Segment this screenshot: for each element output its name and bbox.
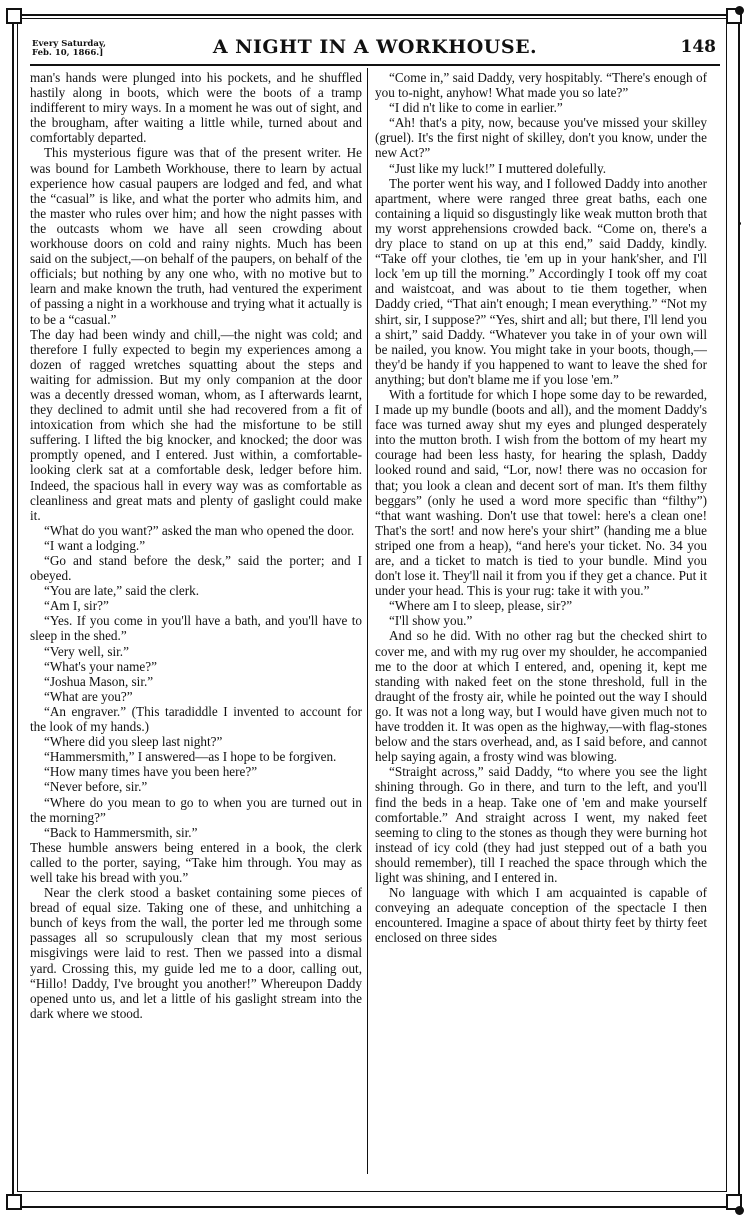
paragraph: “Where did you sleep last night?” — [44, 734, 223, 750]
paragraph: The porter went his way, and I followed Daddy into another apartment, where were ranged three great baths, each one containing a liquid so disgustingly like weak mutton broth that my worst apprehensions crowded back. “Come on, there's a dry place to stand on up at this end,” said Daddy, kindly. “Take off your clothes, tie 'em up in your hank'sher, and I'll lock 'em up till the morning.” Accordingly I took off my coat and waistcoat, and was about to tie them together, when Daddy cried, “That ain't enough; I mean everything.” “Not my shirt, sir, I suppose?” “Yes, shirt and all; but there, I'll lend you a shirt,” said Daddy. “Whatever you take in of your own will be nailed, you know. You might take in your boots, though,—they'd be handy if you happened to want to leave the shed for anything; but don't blame me if you lose 'em.” — [375, 175, 707, 387]
paragraph: “What do you want?” asked the man who opened the door. — [44, 522, 355, 538]
date-line-1: Every Saturday, — [32, 39, 106, 49]
paragraph: “Never before, sir.” — [44, 779, 148, 795]
paragraph: “What are you?” — [44, 688, 133, 704]
scan-speck — [738, 222, 741, 225]
paragraph: “I want a lodging.” — [44, 537, 146, 553]
paragraph: Near the clerk stood a basket containing some pieces of bread of equal size. Taking one of these, and unhitching a bunch of keys from the wall, the porter led me through some passages all so scrupulously clean that my most serious misgivings were laid to rest. Then we passed into a dismal yard. Crossing this, my guide led me to a door, calling out, “Hillo! Daddy, I've brought you another!” Whereupon Daddy opened unto us, and let a little of his gaslight stream into the dark where we stood. — [30, 885, 362, 1021]
paragraph: And so he did. With no other rag but the checked shirt to cover me, and with my rug over my shoulder, he accompanied me to the door at which I entered, and, opening it, kept me standing with naked feet on the stone threshold, full in the draught of the frosty air, while he pointed out the way I should go. It was not a long way, but I would have given much not to have trodden it. It was open as the highway,—with flag-stones below and the stars overhead, and, as I said before, and cannot help saying again, a frosty wind was blowing. — [375, 628, 707, 765]
page-header — [30, 34, 720, 66]
paragraph: “An engraver.” (This taradiddle I invented to account for the look of my hands.) — [30, 703, 362, 735]
column-divider — [367, 68, 368, 1174]
paragraph: “Where am I to sleep, please, sir?” — [389, 598, 573, 614]
paragraph: “Back to Hammersmith, sir.” — [44, 824, 198, 840]
paragraph: man's hands were plunged into his pockets, and he shuffled hastily along in boots, which were the boots of a tramp indifferent to miry ways. In a moment he was out of sight, and the brougham, after waiting a little while, turned about and comfortably departed. — [30, 70, 362, 146]
corner-ornament-top-left — [6, 8, 22, 24]
paragraph: “You are late,” said the clerk. — [44, 583, 200, 599]
paragraph: “Am I, sir?” — [44, 598, 109, 614]
paragraph: This mysterious figure was that of the present writer. He was bound for Lambeth Workhouse, there to learn by actual experience how casual paupers are lodged and fed, and what the “casual” is like, and what the porter who admits him, and the master who rules over him; and how the night passes with the outcasts whom we have all seen crowding about workhouse doors on cold and rainy nights. Much has been said on the subject,—on behalf of the paupers, on behalf of the officials; but nothing by any one who, with no motive but to learn and make known the truth, had ventured the experiment of passing a night in a workhouse and trying what it actually is to be a “casual.” — [30, 145, 362, 327]
paragraph: “Ah! that's a pity, now, because you've missed your skilley (gruel). It's the first night of skilley, don't you know, under the new Act?” — [375, 115, 707, 161]
date-line-2: Feb. 10, 1866.] — [32, 48, 104, 58]
paragraph: “Just like my luck!” I muttered dolefully. — [389, 160, 607, 176]
paragraph: “What's your name?” — [44, 658, 157, 674]
paragraph: The day had been windy and chill,—the night was cold; and therefore I fully expected to begin my experiences among a dozen of ragged wretches squatting about the steps and waiting for admission. But my only companion at the door was a decently dressed woman, whom, as I afterwards learnt, they declined to admit until she had recovered from a fit of intoxication from which she had the misfortune to be still suffering. I lifted the big knocker, and knocked; the door was promptly opened, and I entered. Just within, a comfortable-looking clerk sat at a comfortable desk, ledger before him. Indeed, the spacious hall in every way was as comfortable as cleanliness and great mats and plenty of gaslight could make it. — [30, 326, 362, 523]
paragraph: “Go and stand before the desk,” said the porter; and I obeyed. — [30, 553, 362, 584]
corner-ornament-bottom-left — [6, 1194, 22, 1210]
corner-knob-bottom-right — [735, 1206, 744, 1215]
paragraph: No language with which I am acquainted is capable of conveying an adequate conception of the spectacle I then encountered. Imagine a space of about thirty feet by thirty feet enclosed on three sides — [375, 885, 707, 946]
left-column — [30, 70, 362, 1172]
paragraph: “Come in,” said Daddy, very hospitably. “There's enough of you to-night, anyhow! What made you so late?” — [375, 70, 707, 101]
corner-knob-top-right — [735, 6, 744, 15]
paragraph: “Very well, sir.” — [44, 643, 129, 659]
paragraph: “Yes. If you come in you'll have a bath, and you'll have to sleep in the shed.” — [30, 613, 362, 644]
paragraph: “How many times have you been here?” — [44, 764, 258, 780]
paragraph: These humble answers being entered in a book, the clerk called to the porter, saying, “Take him through. You may as well take his bread with you.” — [30, 839, 362, 885]
page-title: A NIGHT IN A WORKHOUSE. — [212, 36, 538, 58]
paragraph: “Hammersmith,” I answered—as I hope to be forgiven. — [44, 749, 337, 765]
paragraph: “Where do you mean to go to when you are turned out in the morning?” — [30, 794, 362, 825]
paragraph: “I'll show you.” — [389, 613, 473, 629]
paragraph: “Straight across,” said Daddy, “to where you see the light shining through. Go in there, and turn to the left, and you'll find the beds in a heap. Take one of 'em and make yourself comfortable.” And straight across I went, my naked feet seeming to cling to the stones as though they were burning hot instead of icy cold (they had just stepped out of a bath you should remember), till I reached the space through which the light was shining, and I entered in. — [375, 764, 707, 885]
paragraph: “I did n't like to come in earlier.” — [389, 100, 563, 116]
right-column — [375, 70, 707, 1172]
page-number: 148 — [680, 37, 716, 57]
paragraph: With a fortitude for which I hope some day to be rewarded, I made up my bundle (boots and all), and the moment Daddy's face was turned away shut my eyes and plunged desperately into the mutton broth. I wish from the bottom of my heart my courage had been less hasty, for hearing the splash, Daddy looked round and said, “Lor, now! there was no occasion for that; you look a clean and decent sort of man. It's them filthy beggars” (only he used a word more specific than “filthy”) “that want washing. Don't use that towel: here's a clean one! That's the sort! and now here's your shirt” (handing me a blue striped one from a heap), “and here's your ticket. No. 34 you are, and a ticket to match is tied to your bundle. Mind you don't lose it. They'll nail it from you if they get a chance. Put it under your head. This is your rug: take it with you.” — [375, 386, 707, 599]
paragraph: “Joshua Mason, sir.” — [44, 673, 154, 689]
